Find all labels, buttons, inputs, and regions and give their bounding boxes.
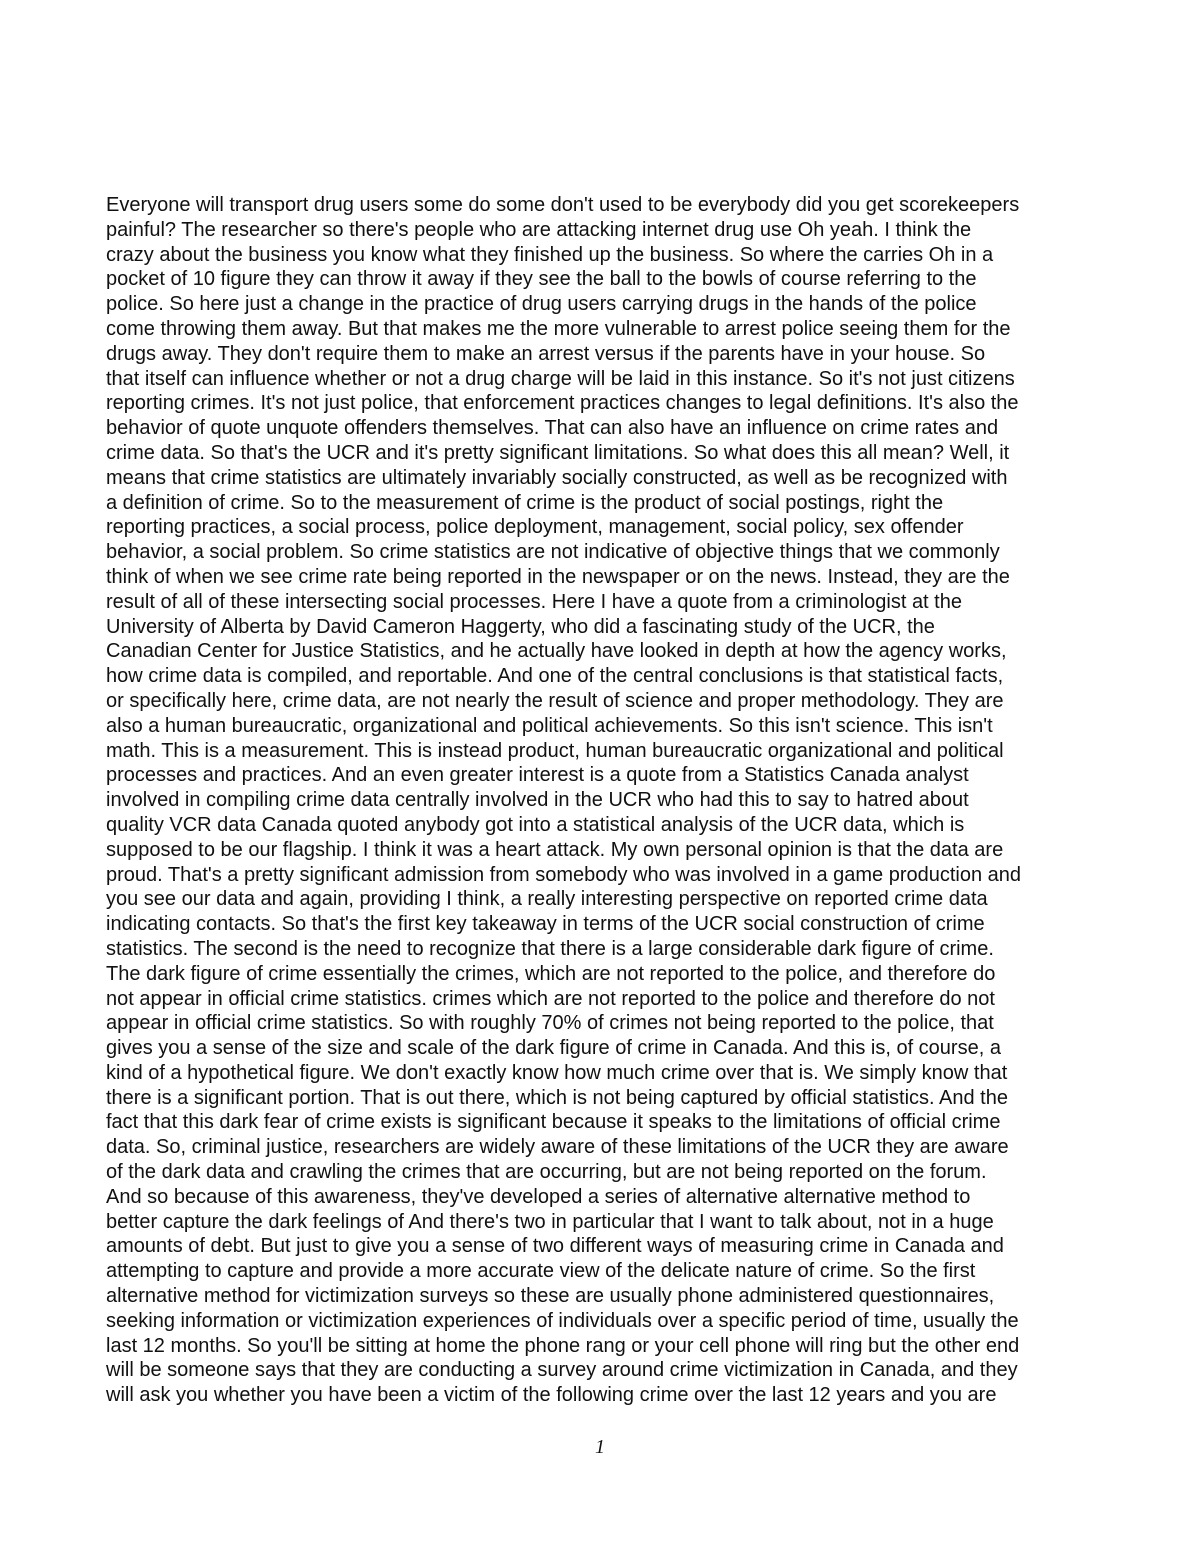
text-line: crime data. So that's the UCR and it's pretty significant limitations. So what does this all mean? Well, it [106,441,1010,464]
text-line: Canadian Center for Justice Statistics, and he actually have looked in depth at how the agency works, [106,640,1007,663]
text-line: behavior, a social problem. So crime statistics are not indicative of objective things that we commonly [106,541,1000,564]
text-line: or specifically here, crime data, are not nearly the result of science and proper methodology. They are [106,689,1004,712]
text-line: Everyone will transport drug users some do some don't used to be everybody did you get scorekeepers [106,194,1020,216]
text-line: also a human bureaucratic, organizational and political achievements. So this isn't science. This isn't [106,714,993,737]
text-line: behavior of quote unquote offenders themselves. That can also have an influence on crime rates and [106,417,999,440]
text-line: indicating contacts. So that's the first key takeaway in terms of the UCR social construction of crime [106,913,985,936]
text-line: University of Alberta by David Cameron Haggerty, who did a fascinating study of the UCR, the [106,615,935,638]
text-line: think of when we see crime rate being reported in the newspaper or on the news. Instead, they are the [106,565,1010,588]
text-line: pocket of 10 figure they can throw it away if they see the ball to the bowls of course referring to the [106,268,977,291]
text-line: come throwing them away. But that makes me the more vulnerable to arrest police seeing them for the [106,317,1011,340]
text-line: attempting to capture and provide a more accurate view of the delicate nature of crime. So the first [106,1260,976,1283]
text-line: how crime data is compiled, and reportable. And one of the central conclusions is that statistical facts, [106,665,1004,688]
text-line: involved in compiling crime data centrally involved in the UCR who had this to say to hatred about [106,789,969,812]
text-line: that itself can influence whether or not a drug charge will be laid in this instance. So it's not just citizens [106,367,1015,390]
text-line: proud. That's a pretty significant admission from somebody who was involved in a game production and [106,863,1022,886]
text-line: And so because of this awareness, they've developed a series of alternative alternative method to [106,1185,971,1208]
text-line: will ask you whether you have been a victim of the following crime over the last 12 years and you are [106,1384,997,1407]
text-line: data. So, criminal justice, researchers are widely aware of these limitations of the UCR they are aware [106,1136,1009,1159]
text-line: amounts of debt. But just to give you a sense of two different ways of measuring crime in Canada and [106,1235,1004,1258]
text-line: a definition of crime. So to the measurement of crime is the product of social postings, right the [106,491,944,514]
text-line: there is a significant portion. That is out there, which is not being captured by official statistics. And the [106,1086,1008,1109]
text-line: will be someone says that they are conducting a survey around crime victimization in Canada, and they [106,1359,1018,1382]
text-line: supposed to be our flagship. I think it was a heart attack. My own personal opinion is that the data are [106,838,1004,861]
text-line: painful? The researcher so there's people who are attacking internet drug use Oh yeah. I think the [106,218,972,241]
text-line: crazy about the business you know what they finished up the business. So where the carries Oh in a [106,243,994,266]
text-line: gives you a sense of the size and scale of the dark figure of crime in Canada. And this is, of course, a [106,1037,1001,1060]
text-line: statistics. The second is the need to recognize that there is a large considerable dark figure of crime. [106,937,994,960]
body-text [106,193,1096,1408]
text-line: alternative method for victimization surveys so these are usually phone administered questionnaires, [106,1285,995,1308]
text-line: math. This is a measurement. This is instead product, human bureaucratic organizational and political [106,739,1004,762]
text-line: processes and practices. And an even greater interest is a quote from a Statistics Canada analyst [106,764,969,787]
text-line: not appear in official crime statistics. crimes which are not reported to the police and therefore do not [106,987,995,1010]
text-line: quality VCR data Canada quoted anybody got into a statistical analysis of the UCR data, which is [106,813,965,836]
text-line: police. So here just a change in the practice of drug users carrying drugs in the hands of the police [106,293,977,316]
text-line: better capture the dark feelings of And there's two in particular that I want to talk about, not in a huge [106,1210,994,1233]
text-line: you see our data and again, providing I think, a really interesting perspective on reported crime data [106,888,988,911]
text-line: reporting crimes. It's not just police, that enforcement practices changes to legal definitions. It's also the [106,392,1019,415]
text-line: last 12 months. So you'll be sitting at home the phone rang or your cell phone will ring but the other end [106,1334,1020,1357]
text-line: seeking information or victimization experiences of individuals over a specific period of time, usually the [106,1309,1019,1332]
text-line: drugs away. They don't require them to make an arrest versus if the parents have in your house. So [106,342,986,365]
text-line: fact that this dark fear of crime exists is significant because it speaks to the limitations of official crime [106,1111,1001,1134]
text-line: result of all of these intersecting social processes. Here I have a quote from a criminologist at the [106,590,962,613]
text-line: kind of a hypothetical figure. We don't exactly know how much crime over that is. We simply know that [106,1061,1008,1084]
text-line: means that crime statistics are ultimately invariably socially constructed, as well as be recognized with [106,466,1008,489]
text-line: appear in official crime statistics. So with roughly 70% of crimes not being reported to the police, that [106,1012,994,1035]
text-line: reporting practices, a social process, police deployment, management, social policy, sex offender [106,516,964,539]
page-number: 1 [595,1436,605,1458]
text-line: The dark figure of crime essentially the crimes, which are not reported to the police, and therefore do [106,962,996,985]
text-line: of the dark data and crawling the crimes that are occurring, but are not being reported on the forum. [106,1161,987,1184]
